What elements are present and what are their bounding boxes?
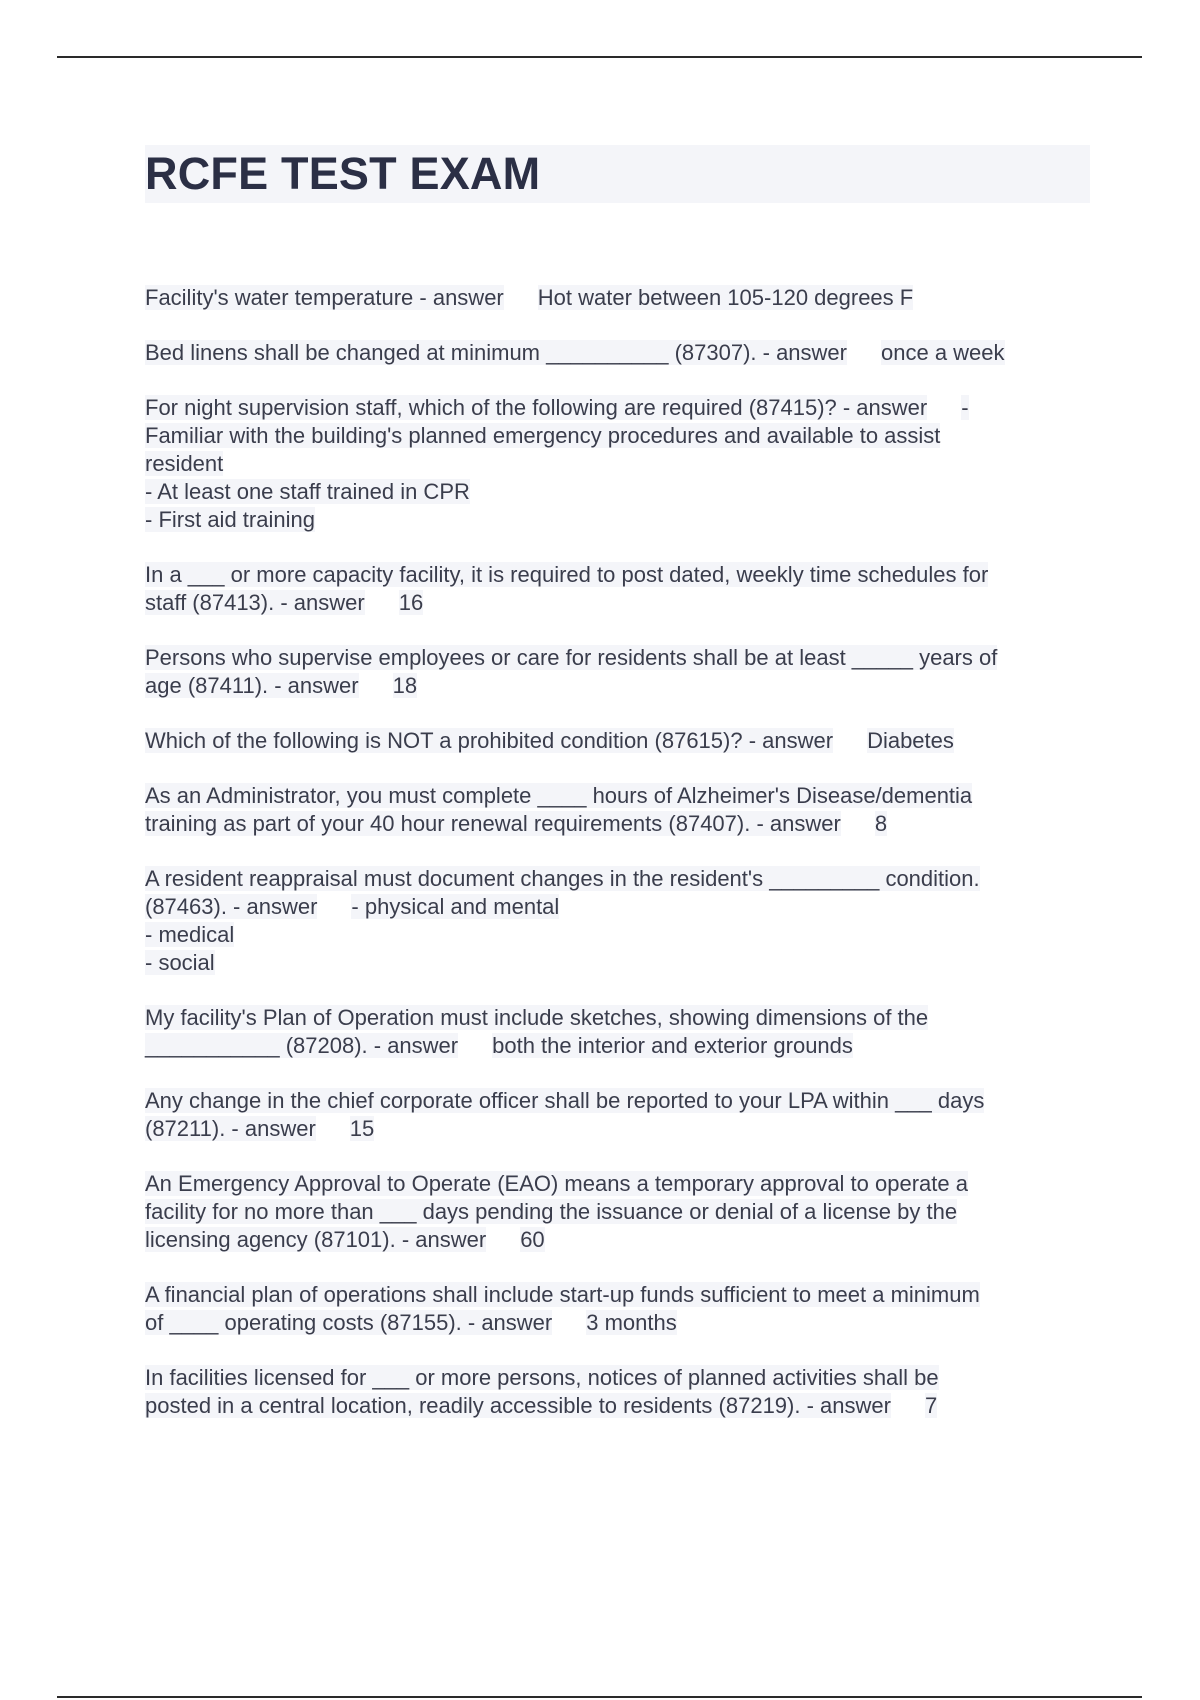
- answer-text: - physical and mental: [351, 894, 560, 919]
- question-text: staff (87413). - answer: [145, 590, 365, 615]
- top-rule: [57, 56, 1142, 58]
- question-text: Persons who supervise employees or care for residents shall be at least _____ years of: [145, 645, 998, 670]
- question-text: age (87411). - answer: [145, 673, 359, 698]
- qa-item: [145, 1364, 1090, 1420]
- answer-text: resident: [145, 451, 224, 476]
- question-text: An Emergency Approval to Operate (EAO) means a temporary approval to operate a: [145, 1171, 968, 1196]
- question-text: For night supervision staff, which of the following are required (87415)? - answer: [145, 395, 928, 420]
- question-text: Bed linens shall be changed at minimum __________ (87307). - answer: [145, 340, 847, 365]
- qa-item: [145, 1281, 1090, 1337]
- question-text: In facilities licensed for ___ or more persons, notices of planned activities shall be: [145, 1365, 939, 1390]
- question-text: Which of the following is NOT a prohibited condition (87615)? - answer: [145, 728, 834, 753]
- title-block: [145, 145, 1090, 203]
- question-text: Facility's water temperature - answer: [145, 285, 504, 310]
- qa-list: [145, 284, 1090, 1447]
- qa-item: [145, 865, 1090, 977]
- question-text: As an Administrator, you must complete ____ hours of Alzheimer's Disease/dementia: [145, 783, 973, 808]
- qa-item: [145, 339, 1090, 367]
- qa-item: [145, 1087, 1090, 1143]
- bottom-rule: [57, 1696, 1142, 1698]
- answer-text: - medical: [145, 922, 235, 947]
- question-text: Any change in the chief corporate officer shall be reported to your LPA within ___ days: [145, 1088, 985, 1113]
- question-text: (87211). - answer: [145, 1116, 316, 1141]
- answer-text: 18: [392, 673, 418, 698]
- question-text: of ____ operating costs (87155). - answer: [145, 1310, 553, 1335]
- answer-text: - social: [145, 950, 215, 975]
- qa-item: [145, 1170, 1090, 1254]
- answer-text: - At least one staff trained in CPR: [145, 479, 470, 504]
- question-text: A resident reappraisal must document changes in the resident's _________ condition.: [145, 866, 980, 891]
- answer-text: 60: [520, 1227, 545, 1252]
- question-text: In a ___ or more capacity facility, it is required to post dated, weekly time schedules for: [145, 562, 989, 587]
- qa-item: [145, 1004, 1090, 1060]
- answer-text: -: [961, 395, 969, 420]
- question-text: A financial plan of operations shall include start-up funds sufficient to meet a minimum: [145, 1282, 980, 1307]
- answer-text: 15: [349, 1116, 375, 1141]
- question-text: training as part of your 40 hour renewal requirements (87407). - answer: [145, 811, 841, 836]
- answer-text: 8: [874, 811, 888, 836]
- answer-text: Hot water between 105-120 degrees F: [537, 285, 914, 310]
- qa-item: [145, 561, 1090, 617]
- answer-text: 3 months: [586, 1310, 677, 1335]
- qa-item: [145, 284, 1090, 312]
- answer-text: 16: [398, 590, 424, 615]
- answer-text: both the interior and exterior grounds: [492, 1033, 853, 1058]
- qa-item: [145, 394, 1090, 534]
- answer-text: Diabetes: [867, 728, 954, 753]
- question-text: facility for no more than ___ days pending the issuance or denial of a license by the: [145, 1199, 958, 1224]
- question-text: posted in a central location, readily accessible to residents (87219). - answer: [145, 1393, 891, 1418]
- question-text: ___________ (87208). - answer: [145, 1033, 459, 1058]
- answer-text: 7: [924, 1393, 938, 1418]
- qa-item: [145, 644, 1090, 700]
- page-title: RCFE TEST EXAM: [145, 148, 541, 199]
- question-text: My facility's Plan of Operation must include sketches, showing dimensions of the: [145, 1005, 929, 1030]
- answer-text: once a week: [881, 340, 1005, 365]
- question-text: (87463). - answer: [145, 894, 318, 919]
- qa-item: [145, 727, 1090, 755]
- answer-text: - First aid training: [145, 507, 315, 532]
- question-text: licensing agency (87101). - answer: [145, 1227, 487, 1252]
- qa-item: [145, 782, 1090, 838]
- answer-text: Familiar with the building's planned emergency procedures and available to assist: [145, 423, 941, 448]
